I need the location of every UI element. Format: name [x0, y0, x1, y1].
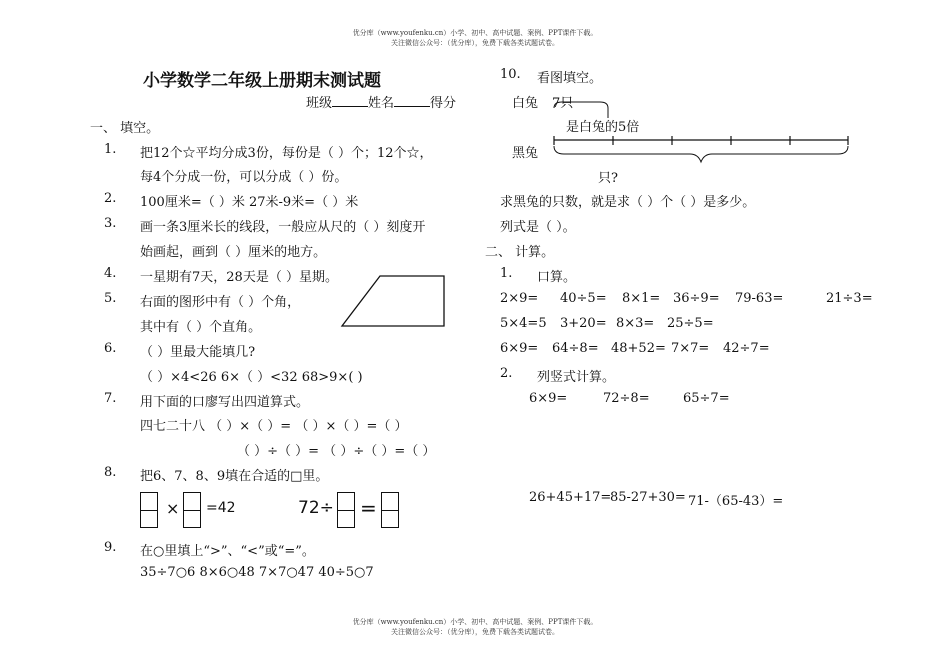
q7-line-2: 四七二十八 （ ）×（ ）= （ ）×（ ）=（ ） — [140, 419, 408, 434]
class-label: 班级 — [306, 96, 333, 111]
oral-item: 36÷9= — [673, 291, 720, 306]
footer-line-2: 关注微信公众号：（优分库），免费下载各类试题试卷。 — [391, 628, 559, 636]
seventy-two-divide: 72÷ — [298, 498, 334, 518]
vertical-calc-title: 列竖式计算。 — [537, 370, 616, 385]
q8-line-1: 把6、7、8、9填在合适的□里。 — [140, 469, 329, 484]
section-heading-calculation: 二、 计算。 — [485, 245, 555, 260]
q1-line-1: 把12个☆平均分成3份，每份是（ ）个；12个☆， — [140, 146, 433, 161]
oral-item: 2×9= — [500, 291, 539, 306]
q9-line-1: 在○里填上“>”、“<”或“=”。 — [140, 544, 315, 559]
q6-line-2: （ ）×4<26 6×（ ）<32 68>9×( ) — [140, 370, 363, 385]
score-label: 得分 — [430, 96, 457, 111]
oral-item: 64÷8= — [552, 341, 599, 356]
oral-item: 8×1= — [622, 291, 661, 306]
oral-item: 79-63= — [735, 291, 784, 306]
q9-number: 9. — [104, 540, 117, 555]
q1-number: 1. — [104, 142, 117, 157]
black-rabbit-segment — [552, 134, 852, 166]
oral-item: 42÷7= — [723, 341, 770, 356]
section-heading-fill-blanks: 一、 填空。 — [90, 121, 160, 136]
header-line-2: 关注微信公众号：（优分库），免费下载各类试题试卷。 — [391, 39, 559, 47]
equals-sign: = — [360, 496, 377, 520]
q6-line-1: （ ）里最大能填几? — [140, 345, 256, 360]
q2-number: 2. — [104, 191, 117, 206]
q10-fill-1: 求黑兔的只数，就是求（ ）个（ ）是多少。 — [500, 195, 756, 210]
class-blank[interactable] — [332, 94, 368, 107]
q7-line-3: （ ）÷（ ）= （ ）÷（ ）=（ ） — [237, 444, 436, 459]
footer-line-1: 优分库（www.youfenku.cn）小学、初中、高中试题、案例、PPT课件下载。 — [352, 618, 598, 626]
student-info — [306, 92, 456, 111]
page-title: 小学数学二年级上册期末测试题 — [143, 71, 381, 91]
vertical-calc-number: 2. — [500, 366, 513, 381]
q10-title: 看图填空。 — [537, 71, 603, 86]
answer-box-4[interactable] — [381, 492, 399, 528]
vertical-item: 72÷8= — [603, 391, 650, 406]
trapezoid-figure — [340, 270, 450, 330]
q5-number: 5. — [104, 291, 117, 306]
q4-number: 4. — [104, 266, 117, 281]
equals-42: =42 — [206, 500, 236, 516]
header-line-1: 优分库（www.youfenku.cn）小学、初中、高中试题、案例、PPT课件下载。 — [352, 29, 598, 37]
oral-item: 5×4=5 — [500, 316, 547, 331]
vertical-item: 6×9= — [529, 391, 568, 406]
name-label: 姓名 — [368, 96, 395, 111]
q6-number: 6. — [104, 341, 117, 356]
name-blank[interactable] — [394, 94, 430, 107]
oral-item: 7×7= — [671, 341, 710, 356]
question-label: 只? — [598, 171, 618, 186]
answer-box-2[interactable] — [183, 492, 201, 528]
q7-line-1: 用下面的口廖写出四道算式。 — [140, 395, 310, 410]
q10-number: 10. — [500, 67, 521, 82]
q10-fill-2: 列式是（ ）。 — [500, 220, 576, 235]
oral-item: 21÷3= — [826, 291, 873, 306]
answer-box-1[interactable] — [140, 492, 158, 528]
q1-line-2: 每4个分成一份，可以分成（ ）份。 — [140, 170, 348, 185]
q5-line-2: 其中有（ ）个直角。 — [140, 320, 262, 335]
vertical-item: 65÷7= — [683, 391, 730, 406]
black-rabbit-label: 黑兔 — [512, 146, 539, 161]
q9-line-2: 35÷7○6 8×6○48 7×7○47 40÷5○7 — [140, 565, 374, 580]
oral-item: 40÷5= — [560, 291, 607, 306]
q4-line-1: 一星期有7天，28天是（ ）星期。 — [140, 270, 338, 285]
oral-item: 48+52= — [611, 341, 666, 356]
q8-number: 8. — [104, 465, 117, 480]
oral-title: 口算。 — [537, 270, 577, 285]
oral-number: 1. — [500, 266, 513, 281]
white-rabbit-label: 白兔 — [512, 96, 539, 111]
vertical-item: 71-（65-43）= — [688, 494, 784, 509]
oral-item: 8×3= — [616, 316, 655, 331]
white-rabbit-count: 7只 — [552, 96, 574, 111]
oral-item: 6×9= — [500, 341, 539, 356]
oral-item: 25÷5= — [667, 316, 714, 331]
times-relation-label: 是白兔的5倍 — [566, 120, 640, 135]
vertical-item: 26+45+17= — [529, 490, 612, 505]
oral-item: 3+20= — [560, 316, 607, 331]
q3-line-2: 始画起，画到（ ）厘米的地方。 — [140, 245, 327, 260]
times-sign: × — [166, 499, 180, 518]
answer-box-3[interactable] — [337, 492, 355, 528]
q2-line-1: 100厘米=（ ）米 27米-9米=（ ）米 — [140, 195, 359, 210]
q7-number: 7. — [104, 391, 117, 406]
q3-number: 3. — [104, 216, 117, 231]
q5-line-1: 右面的图形中有（ ）个角， — [140, 295, 301, 310]
q3-line-1: 画一条3厘米长的线段，一般应从尺的（ ）刻度开 — [140, 220, 426, 235]
vertical-item: 85-27+30= — [610, 490, 686, 505]
